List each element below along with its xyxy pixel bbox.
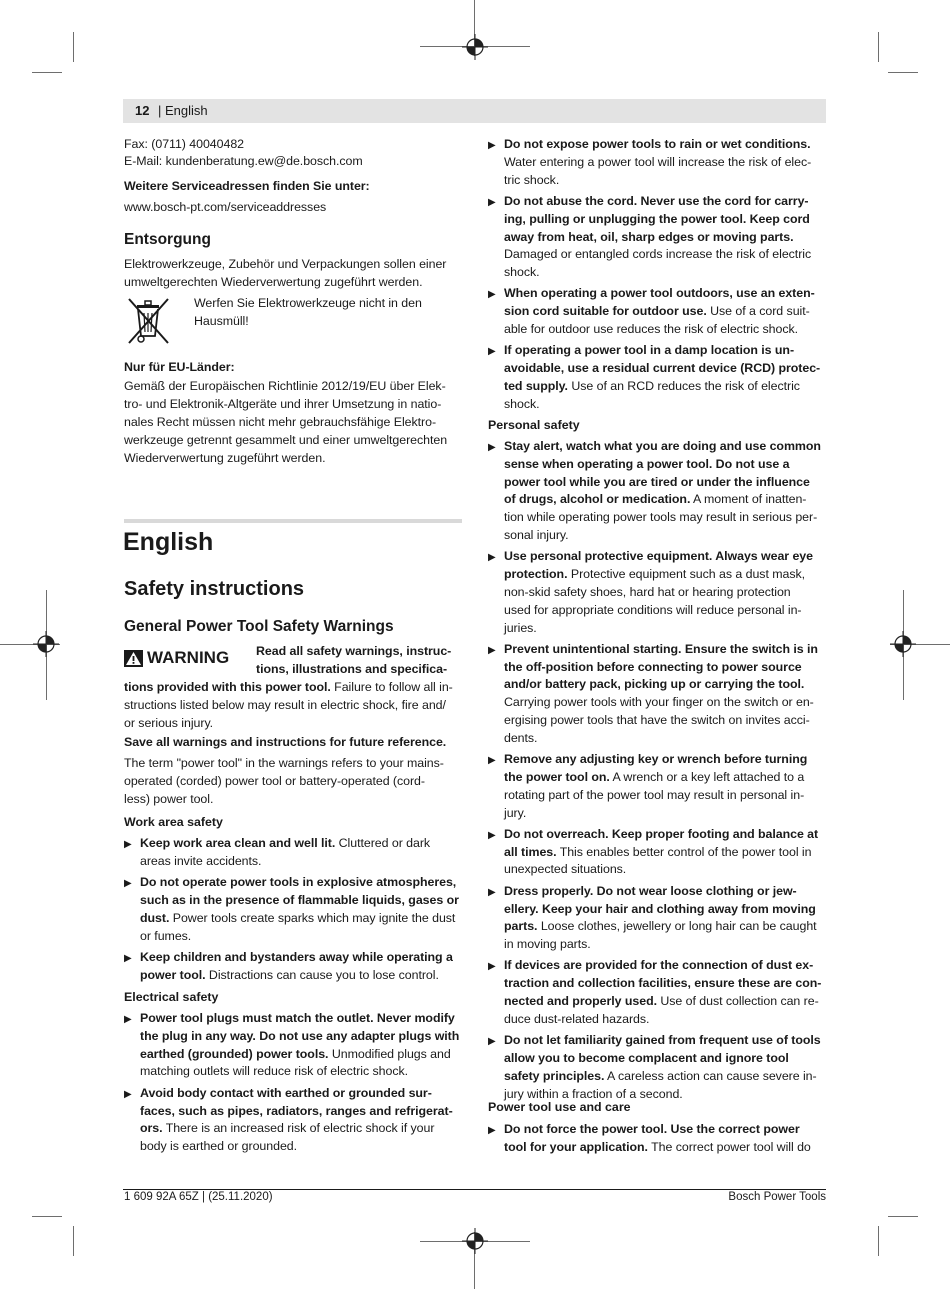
bullet-line: ergising power tools that have the switch on invites acci- — [504, 713, 810, 727]
bullet-icon: ▶ — [124, 1014, 132, 1025]
bullet-line: Do not overreach. Keep proper footing and balance at — [504, 826, 819, 841]
safety-title: Safety instructions — [124, 578, 305, 600]
crop-mark — [73, 1226, 74, 1256]
registration-mark-icon — [33, 631, 59, 657]
bullet-line: shock. — [504, 396, 540, 411]
warning-line: tions, illustrations and specifica- — [256, 662, 448, 676]
bullet-icon: ▶ — [488, 755, 496, 767]
bullet-icon: ▶ — [488, 1036, 496, 1048]
bullet-line: Damaged or entangled cords increase the risk of electric — [504, 247, 812, 262]
crop-mark — [32, 1216, 62, 1217]
save-instructions-line: Save all warnings and instructions for future reference. — [124, 735, 447, 749]
warning-label: WARNING — [147, 648, 230, 667]
section-heading: Work area safety — [124, 815, 223, 829]
term-line: The term "power tool" in the warnings refers to your mains- — [124, 756, 444, 770]
bullet-line: Use personal protective equipment. Always wear eye — [504, 549, 813, 564]
bullet-line: nected and properly used. Use of dust collection can re- — [504, 994, 819, 1008]
footer-brand: Bosch Power Tools — [728, 1191, 826, 1203]
bullet-icon: ▶ — [124, 1088, 132, 1100]
footer-rule — [123, 1189, 826, 1190]
bullet-line: avoidable, use a residual current device (RCD) protec- — [504, 361, 821, 376]
eu-line: tro- und Elektronik-Altgeräte und ihrer Umsetzung in natio- — [124, 397, 442, 411]
crop-mark — [878, 32, 879, 62]
bullet-icon: ▶ — [488, 442, 496, 453]
crossed-out-wheelie-bin-icon — [124, 295, 174, 347]
bullet-line: shock. — [504, 265, 540, 280]
crop-mark — [878, 1226, 879, 1256]
bullet-line: If operating a power tool in a damp location is un- — [504, 343, 795, 358]
warning-badge — [124, 647, 229, 669]
entsorgung-line: Elektrowerkzeuge, Zubehör und Verpackungen sollen einer — [124, 257, 447, 271]
warning-line: Read all safety warnings, instruc- — [256, 644, 452, 658]
registration-mark-icon — [890, 631, 916, 657]
bullet-line: dents. — [504, 730, 538, 745]
bullet-icon: ▶ — [124, 878, 132, 890]
bullet-line: ellery. Keep your hair and clothing away from moving — [504, 901, 816, 916]
bullet-line: used for appropriate conditions will reduce personal in- — [504, 602, 802, 617]
english-title: English — [123, 528, 214, 556]
warning-triangle-icon — [124, 650, 143, 667]
bullet-line: safety principles. A careless action can cause severe in- — [504, 1068, 817, 1083]
crop-mark — [888, 1216, 918, 1217]
bullet-icon: ▶ — [488, 196, 496, 208]
bullet-line: tool for your application. The correct power tool will do — [504, 1139, 811, 1154]
service-url: www.bosch-pt.com/serviceaddresses — [124, 200, 327, 214]
bullet-line: Carrying power tools with your finger on the switch or en- — [504, 695, 814, 710]
section-heading: Electrical safety — [124, 990, 219, 1004]
warning-line: tions provided with this power tool. Failure to follow all in- — [124, 680, 453, 694]
bullet-line: ted supply. Use of an RCD reduces the risk of electric — [504, 378, 800, 393]
fax-line: Fax: (0711) 40040482 — [124, 137, 245, 151]
warning-line: structions listed below may result in electric shock, fire and/ — [124, 698, 446, 712]
bullet-line: unexpected situations. — [504, 862, 627, 877]
bullet-line: Do not let familiarity gained from frequent use of tools — [504, 1033, 821, 1048]
bullet-icon: ▶ — [488, 346, 496, 358]
registration-mark-icon — [462, 34, 488, 60]
bullet-icon: ▶ — [488, 1125, 496, 1136]
bullet-icon: ▶ — [488, 829, 496, 841]
section-heading: Personal safety — [488, 418, 580, 432]
eu-line: nales Recht müssen nicht mehr gebrauchsfähige Elektro- — [124, 415, 437, 429]
bullet-line: Keep children and bystanders away while operating a — [140, 949, 453, 964]
entsorgung-heading: Entsorgung — [124, 231, 211, 248]
bullet-line: jury within a fraction of a second. — [504, 1086, 683, 1101]
bullet-line: dust. Power tools create sparks which may ignite the dust — [140, 910, 456, 925]
bullet-icon: ▶ — [488, 961, 496, 973]
bullet-line: body is earthed or grounded. — [140, 1139, 298, 1154]
bullet-line: Prevent unintentional starting. Ensure the switch is in — [504, 641, 818, 656]
bullet-line: away from heat, oil, sharp edges or moving parts. — [504, 229, 794, 244]
bullet-line: tric shock. — [504, 172, 560, 187]
bullet-line: If devices are provided for the connection of dust ex- — [504, 958, 814, 973]
bullet-line: the off-position before connecting to power source — [504, 659, 802, 674]
bullet-line: Power tool plugs must match the outlet. Never modify — [140, 1011, 455, 1025]
warning-line: or serious injury. — [124, 716, 214, 730]
bullet-line: Stay alert, watch what you are doing and use common — [504, 439, 821, 453]
bullet-line: or fumes. — [140, 928, 192, 943]
eu-line: Gemäß der Europäischen Richtlinie 2012/19/EU über Elek- — [124, 379, 446, 393]
bullet-line: earthed (grounded) power tools. Unmodified plugs and — [140, 1046, 451, 1061]
bullet-icon: ▶ — [488, 140, 496, 151]
bullet-icon: ▶ — [488, 289, 496, 301]
bullet-line: Water entering a power tool will increase the risk of elec- — [504, 154, 812, 169]
page-number: 12 — [135, 103, 150, 118]
weee-text: Werfen Sie Elektrowerkzeuge nicht in den — [194, 296, 422, 310]
bullet-line: able for outdoor use reduces the risk of electric shock. — [504, 322, 799, 336]
bullet-line: duce dust-related hazards. — [504, 1011, 650, 1026]
bullet-line: sonal injury. — [504, 528, 569, 542]
bullet-line: in moving parts. — [504, 937, 591, 952]
registration-mark-icon — [462, 1228, 488, 1254]
bullet-line: Do not expose power tools to rain or wet conditions. — [504, 137, 811, 151]
eu-heading: Nur für EU-Länder: — [124, 360, 235, 374]
bullet-line: Do not abuse the cord. Never use the cord for carry- — [504, 193, 809, 208]
term-line: less) power tool. — [124, 792, 214, 806]
bullet-line: tion while operating power tools may result in serious per- — [504, 510, 818, 525]
bullet-line: and/or battery pack, picking up or carrying the tool. — [504, 677, 805, 692]
bullet-line: juries. — [504, 620, 537, 635]
bullet-line: Keep work area clean and well lit. Cluttered or dark — [140, 836, 431, 850]
bullet-line: sense when operating a power tool. Do not use a — [504, 456, 790, 471]
bullet-icon: ▶ — [488, 552, 496, 564]
general-warnings-title: General Power Tool Safety Warnings — [124, 618, 394, 635]
eu-line: werkzeuge getrennt gesammelt und einer umweltgerechten — [124, 433, 448, 447]
bullet-line: traction and collection facilities, ensure these are con- — [504, 976, 822, 991]
bullet-line: the plug in any way. Do not use any adapter plugs with — [140, 1028, 460, 1043]
bullet-line: ors. There is an increased risk of electric shock if your — [140, 1121, 435, 1136]
crop-mark — [888, 72, 918, 73]
footer-doc-number: 1 609 92A 65Z | (25.11.2020) — [124, 1191, 273, 1203]
entsorgung-line: umweltgerechten Wiederverwertung zugeführt werden. — [124, 275, 423, 289]
bullet-line: the power tool on. A wrench or a key left attached to a — [504, 769, 805, 784]
bullet-icon: ▶ — [124, 839, 132, 850]
section-heading: Power tool use and care — [488, 1100, 631, 1114]
term-line: operated (corded) power tool or battery-operated (cord- — [124, 774, 425, 788]
bullet-line: Do not force the power tool. Use the correct power — [504, 1122, 800, 1136]
bullet-line: Do not operate power tools in explosive atmospheres, — [140, 875, 457, 890]
bullet-line: power tool while you are tired or under the influence — [504, 474, 810, 489]
bullet-icon: ▶ — [124, 952, 132, 964]
bullet-line: Remove any adjusting key or wrench before turning — [504, 752, 808, 767]
bullet-line: parts. Loose clothes, jewellery or long hair can be caught — [504, 919, 817, 934]
bullet-icon: ▶ — [488, 886, 496, 898]
bullet-line: rotating part of the power tool may result in personal in- — [504, 787, 805, 802]
bullet-line: faces, such as pipes, radiators, ranges and refrigerat- — [140, 1103, 453, 1118]
bullet-line: sion cord suitable for outdoor use. Use of a cord suit- — [504, 304, 810, 319]
bullet-line: power tool. Distractions can cause you to lose control. — [140, 967, 439, 982]
bullet-line: When operating a power tool outdoors, use an exten- — [504, 286, 815, 301]
bullet-icon: ▶ — [488, 644, 496, 656]
bullet-line: matching outlets will reduce risk of electric shock. — [140, 1064, 409, 1079]
bullet-line: all times. This enables better control of the power tool in — [504, 844, 812, 859]
bullet-line: of drugs, alcohol or medication. A moment of inatten- — [504, 492, 807, 507]
header-language: | English — [158, 103, 208, 118]
weee-text: Hausmüll! — [194, 314, 249, 328]
crop-mark — [73, 32, 74, 62]
bullet-line: Dress properly. Do not wear loose clothing or jew- — [504, 883, 797, 898]
bullet-line: allow you to become complacent and ignore tool — [504, 1050, 789, 1065]
bullet-line: such as in the presence of flammable liquids, gases or — [140, 892, 459, 907]
crop-mark — [32, 72, 62, 73]
email-line: E-Mail: kundenberatung.ew@de.bosch.com — [124, 154, 363, 168]
section-divider — [124, 519, 462, 523]
bullet-line: protection. Protective equipment such as a dust mask, — [504, 567, 806, 582]
more-addresses-label: Weitere Serviceadressen finden Sie unter: — [124, 179, 370, 193]
eu-line: Wiederverwertung zugeführt werden. — [124, 451, 326, 465]
bullet-line: areas invite accidents. — [140, 853, 262, 868]
bullet-line: non-skid safety shoes, hard hat or hearing protection — [504, 584, 791, 599]
bullet-line: Avoid body contact with earthed or grounded sur- — [140, 1085, 432, 1100]
page-header — [123, 99, 826, 123]
bullet-line: jury. — [504, 805, 527, 820]
bullet-line: ing, pulling or unplugging the power tool. Keep cord — [504, 211, 810, 226]
